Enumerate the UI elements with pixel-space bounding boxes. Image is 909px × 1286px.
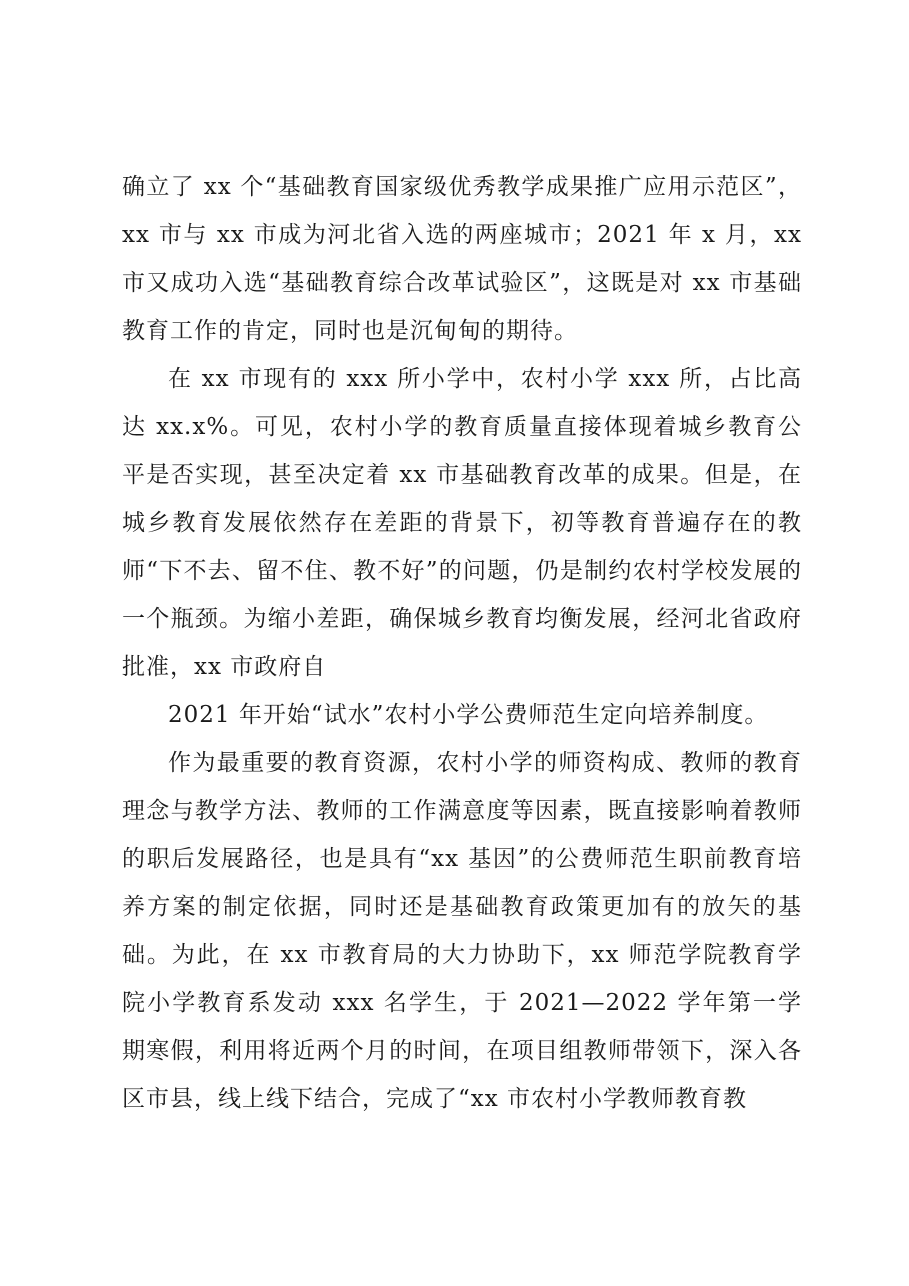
paragraph-4: 作为最重要的教育资源，农村小学的师资构成、教师的教育理念与教学方法、教师的工作满意度等因素，既直接影响着教师的职后发展路径，也是具有“xx 基因”的公费师范生职前教育培养方案的制定依据，同时还是基础教育政策更加有的放矢的基础。为此，在 xx 市教育局的大力协助下，xx 师范学院教育学院小学教育系发动 xxx 名学生，于 2021—2022 学年第一学期寒假，利用将近两个月的时间，在项目组教师带领下，深入各区市县，线上线下结合，完成了“xx 市农村小学教师教育教 xyxy=(122,750,802,1112)
paragraph-1: 确立了 xx 个“基础教育国家级优秀教学成果推广应用示范区”，xx 市与 xx 市成为河北省入选的两座城市；2021 年 x 月，xx 市又成功入选“基础教育综合改革试验区”，这既是对 xx 市基础教育工作的肯定，同时也是沉甸甸的期待。 xyxy=(122,174,802,344)
paragraph-2: 在 xx 市现有的 xxx 所小学中，农村小学 xxx 所，占比高达 xx.x%。可见，农村小学的教育质量直接体现着城乡教育公平是否实现，甚至决定着 xx 市基础教育改革的成果。但是，在城乡教育发展依然存在差距的背景下，初等教育普遍存在的教师“下不去、留不住、教不好”的问题，仍是制约农村学校发展的一个瓶颈。为缩小差距，确保城乡教育均衡发展，经河北省政府批准，xx 市政府自 xyxy=(122,366,802,680)
paragraph-3: 2021 年开始“试水”农村小学公费师范生定向培养制度。 xyxy=(168,702,769,728)
document-body xyxy=(122,163,802,1123)
